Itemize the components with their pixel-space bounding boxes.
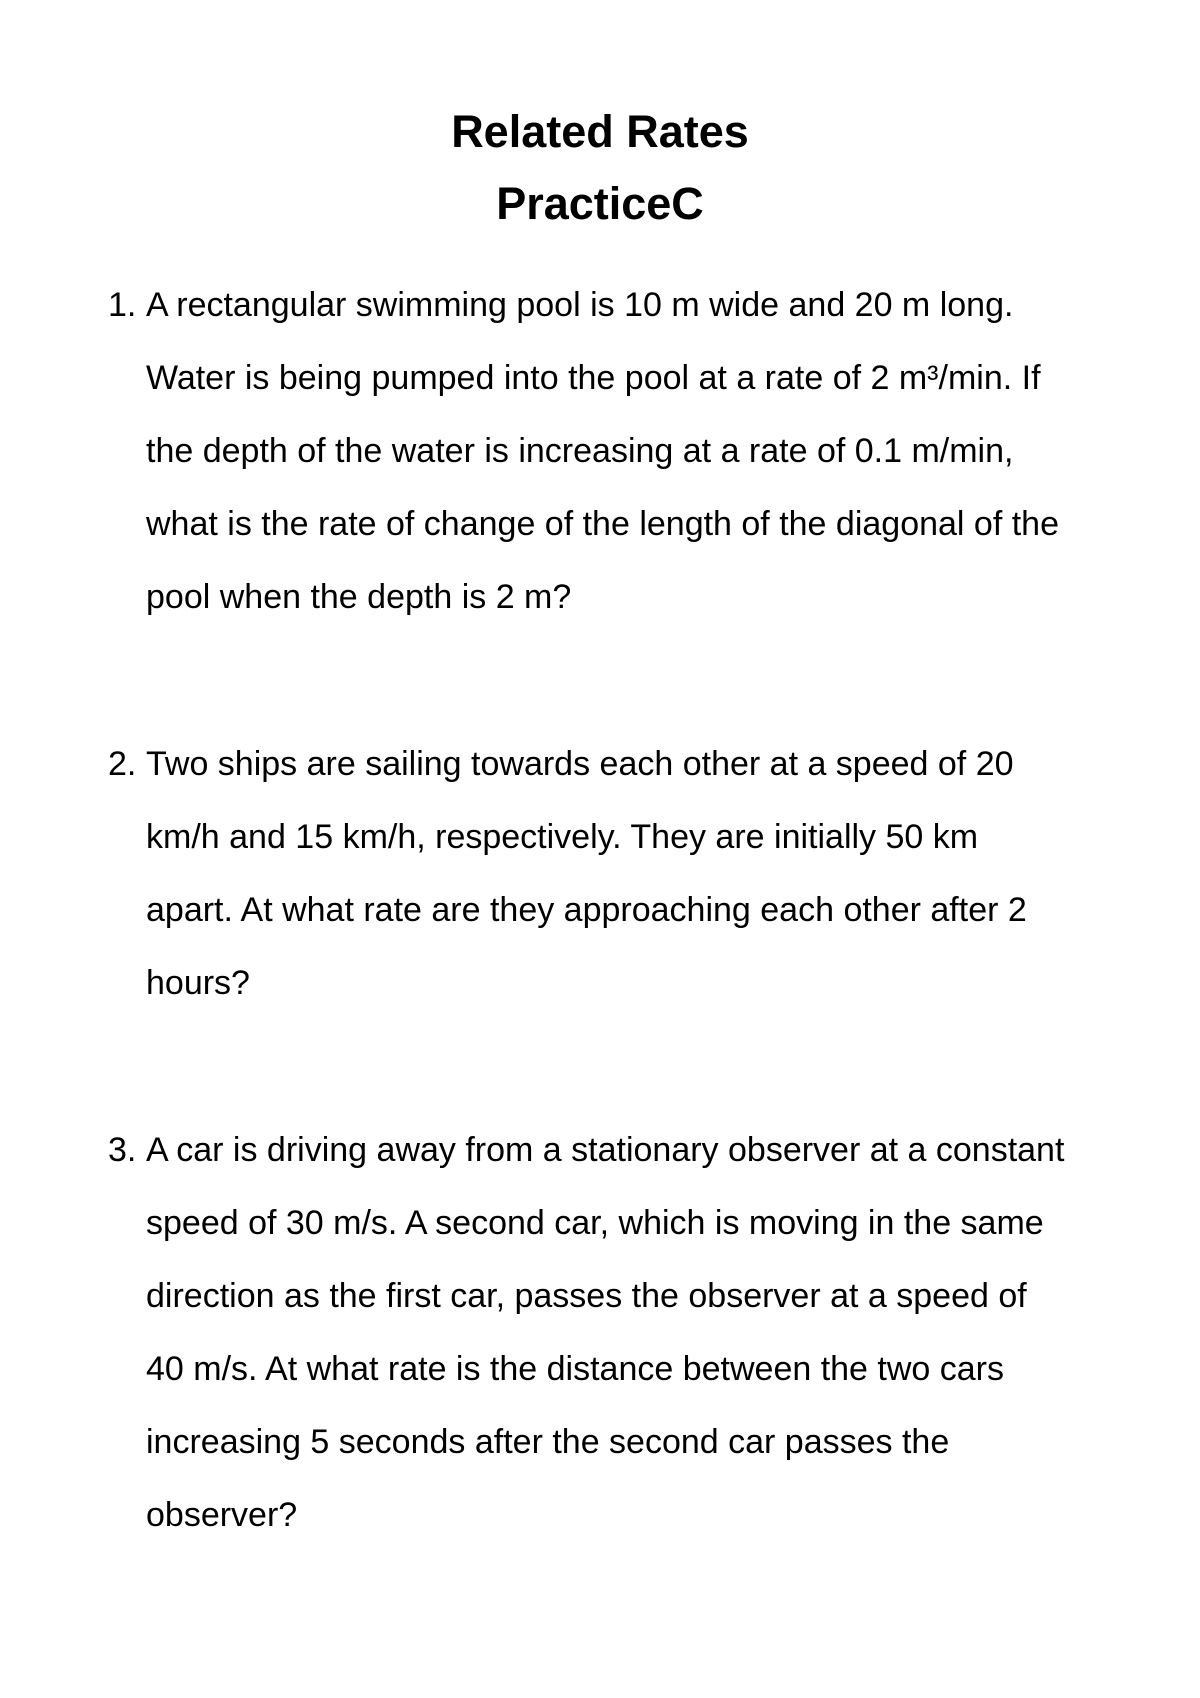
problem-line: Two ships are sailing towards each other at a speed of 20 bbox=[146, 745, 1014, 783]
problem-text bbox=[146, 728, 1156, 1020]
problem-line: what is the rate of change of the length of the diagonal of the bbox=[146, 505, 1059, 543]
problem-line: Water is being pumped into the pool at a rate of 2 m³/min. If bbox=[146, 359, 1041, 397]
problem-line: A rectangular swimming pool is 10 m wide and 20 m long. bbox=[146, 286, 1014, 324]
problem-line: the depth of the water is increasing at a rate of 0.1 m/min, bbox=[146, 432, 1014, 470]
problem-line: direction as the first car, passes the observer at a speed of bbox=[146, 1277, 1027, 1315]
problem-line: pool when the depth is 2 m? bbox=[146, 578, 572, 616]
problem-line: increasing 5 seconds after the second car passes the bbox=[146, 1423, 950, 1461]
problem-line: hours? bbox=[146, 964, 250, 1002]
problem-line: 40 m/s. At what rate is the distance between the two cars bbox=[146, 1350, 1005, 1388]
document-title: Related Rates bbox=[451, 106, 749, 157]
problem-number: 2. bbox=[108, 745, 137, 783]
problem-line: speed of 30 m/s. A second car, which is moving in the same bbox=[146, 1204, 1044, 1242]
problem-line: km/h and 15 km/h, respectively. They are initially 50 km bbox=[146, 818, 979, 856]
problem-number: 1. bbox=[108, 286, 137, 324]
problem-line: A car is driving away from a stationary observer at a constant bbox=[146, 1131, 1065, 1169]
document-subtitle: PracticeC bbox=[496, 178, 704, 229]
problem-text bbox=[146, 269, 1156, 634]
problem-line: apart. At what rate are they approaching each other after 2 bbox=[146, 891, 1027, 929]
problem-number: 3. bbox=[108, 1131, 137, 1169]
problem-text bbox=[146, 1114, 1156, 1552]
problem-line: observer? bbox=[146, 1496, 298, 1534]
